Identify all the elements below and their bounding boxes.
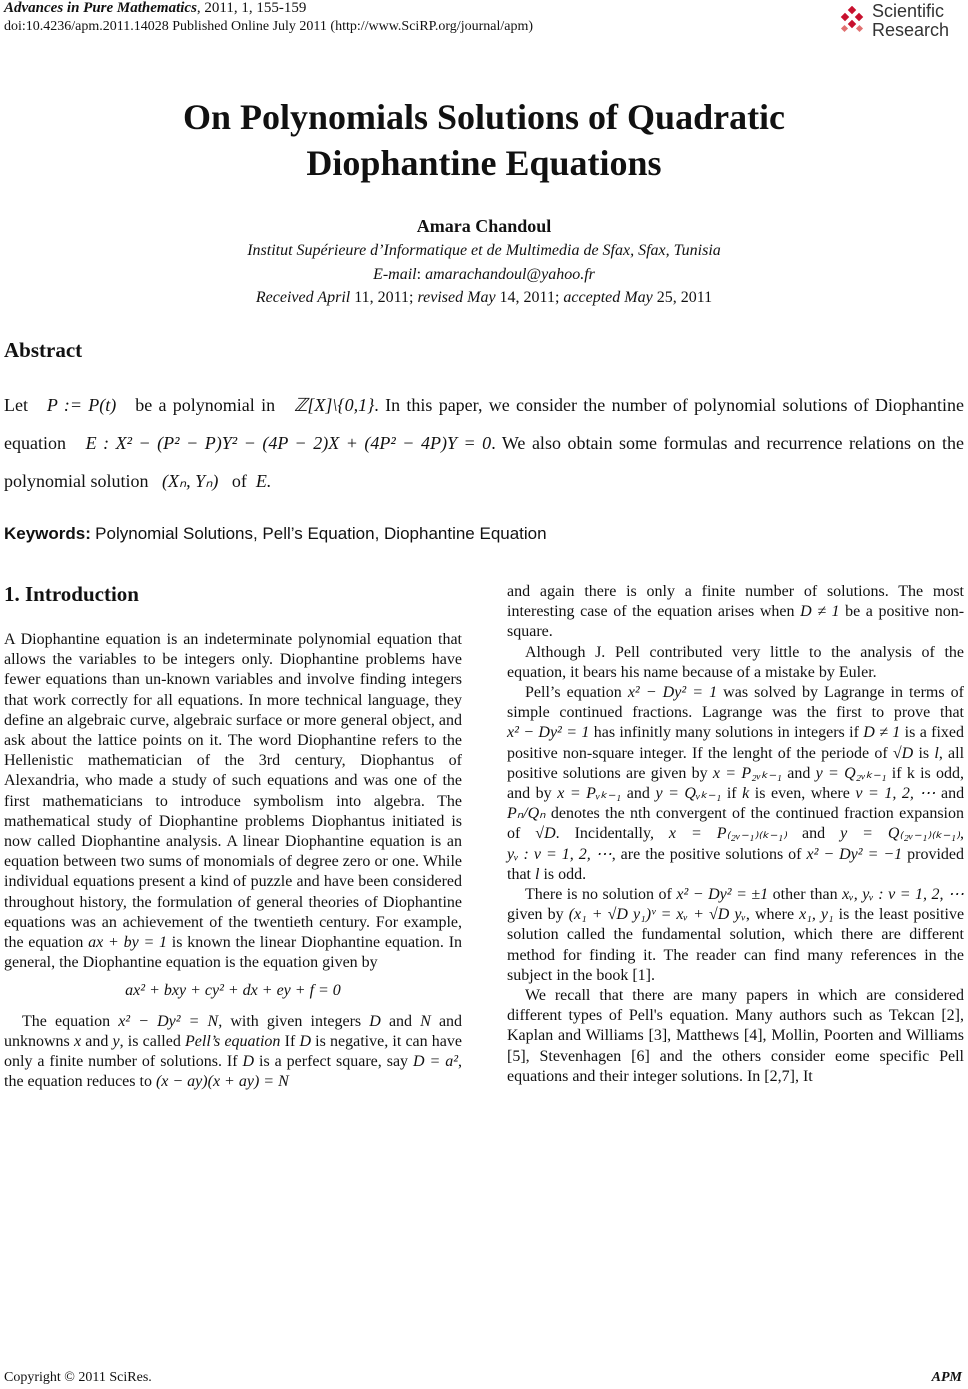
paragraph-text: and bbox=[626, 785, 650, 803]
inline-math: v = 1, 2, ⋯ bbox=[855, 785, 936, 803]
revised-date: 14, 2011; bbox=[499, 289, 560, 306]
intro-paragraph-7: We recall that there are many papers in which are considered different types of Pell's equation. Many authors such as Tekcan [2], Kaplan and Williams [3], Matthews [4], Mollin, Poorten and Williams [5], Stevenhagen [6] and the others consider eome specific Pell equations and their integer solutions. In [2,7], It bbox=[507, 987, 964, 1085]
paragraph-text: is the least positive solution called the fundamental solution, which there are different method for finding it. The reader can find many references in the subject in the book [1]. bbox=[507, 906, 965, 984]
inline-math: x² − Dy² = 1 bbox=[627, 684, 718, 702]
paragraph-text: other than bbox=[772, 886, 838, 904]
doi-line: doi:10.4236/apm.2011.14028 Published Online July 2011 (http://www.SciRP.org/journal/apm) bbox=[4, 19, 534, 34]
paragraph-text: , with given integers bbox=[218, 1012, 362, 1030]
paragraph-text: , bbox=[960, 825, 965, 843]
journal-name: Advances in Pure Mathematics bbox=[4, 0, 197, 16]
journal-issue: , 2011, 1, 155-159 bbox=[196, 0, 307, 16]
paragraph-text: . Incidentally, bbox=[555, 825, 654, 843]
inline-math: l bbox=[934, 744, 939, 762]
received-date: 11, 2011; bbox=[354, 289, 414, 306]
received-label: Received April bbox=[255, 289, 351, 306]
paragraph-text: , where bbox=[745, 906, 795, 924]
scirp-logo-icon bbox=[838, 6, 866, 34]
paragraph-text: is odd. bbox=[543, 865, 587, 883]
abstract-math: ℤ[X]\{0,1} bbox=[293, 395, 375, 415]
paragraph-text: A Diophantine equation is an indeterminate polynomial equation that allows the variables to be integers only. Diophantine problems have fewer equations than un-known variables and involve finding integers that work correctly for all equations. In more technical language, they define an algebraic curve, algebraic surface or more general object, and ask about the lattice points on it. The word Diophantine refers to the Hellenistic mathematician of the 3rd century, Diophantus of Alexandria, who made a study of such equations and was one of the first mathematicians to introduce symbolism into algebra. The mathematical study of Diophantine problems Diophantus initiated is now called Diophantine analysis. A linear Diophantine equation is an equation between two sums of monomials of degree zero or one. While individual equations present a kind of puzzle and have been considered throughout history, the formulation of general theories of Diophantine equations was an achievement of the twentieth century. For example, the equation bbox=[4, 631, 462, 952]
intro-paragraph-4: Although J. Pell contributed very little to the analysis of the equation, it bears his name because of a mistake by Euler. bbox=[507, 643, 964, 681]
author-name: Amara Chandoul bbox=[416, 216, 552, 236]
left-column bbox=[4, 630, 462, 1092]
keywords-list: Polynomial Solutions, Pell’s Equation, Diophantine Equation bbox=[95, 524, 547, 543]
inline-math: y = Qᵥₖ₋₁ bbox=[655, 785, 722, 803]
introduction-heading: 1. Introduction bbox=[4, 582, 139, 606]
paragraph-text: denotes the nth convergent of the continued fraction expansion of bbox=[507, 805, 965, 843]
dates-line bbox=[0, 289, 968, 307]
abstract-text-part: of bbox=[231, 471, 247, 491]
logo-text-line1: Scientific bbox=[872, 1, 945, 21]
paragraph-text: and again there is only a finite number of solutions. The most interesting case of the equation arises when bbox=[507, 583, 964, 621]
paragraph-text: , all positive solutions are given by bbox=[507, 744, 965, 782]
inline-math: x² − Dy² = N bbox=[118, 1012, 219, 1030]
inline-math: x = P₍₂ᵥ₋₁₎₍ₖ₋₁₎ bbox=[668, 825, 788, 843]
abstract-math: E : X² − (P² − P)Y² − (4P − 2)X + (4P² − 4P)Y = 0 bbox=[85, 433, 492, 453]
paragraph-text: is a fixed positive non-square integer. If the lenght of the periode of bbox=[507, 724, 965, 762]
journal-header bbox=[4, 0, 306, 17]
paragraph-text: The equation bbox=[22, 1012, 111, 1030]
inline-math: D ≠ 1 bbox=[800, 603, 840, 621]
email-address[interactable]: amarachandoul@yahoo.fr bbox=[425, 266, 595, 283]
paragraph-text: and bbox=[940, 785, 965, 803]
inline-math: Pₙ/Qₙ bbox=[507, 805, 546, 823]
intro-paragraph-6 bbox=[507, 885, 964, 986]
intro-paragraph-1 bbox=[4, 630, 462, 973]
paragraph-text: , is called bbox=[119, 1032, 181, 1050]
paragraph-text: , are the positive solutions of bbox=[611, 845, 802, 863]
abstract-text-part: Let bbox=[4, 395, 28, 415]
inline-math: y = Q₍₂ᵥ₋₁₎₍ₖ₋₁₎ bbox=[840, 825, 961, 843]
inline-math: D bbox=[242, 1053, 255, 1071]
revised-label: revised May bbox=[417, 289, 496, 306]
paragraph-text: and unknowns bbox=[4, 1012, 463, 1050]
abstract-text-part: . In this paper, we consider the number of polynomial solutions of Diophantine equation bbox=[4, 395, 965, 453]
inline-math: (x − ay)(x + ay) = N bbox=[155, 1073, 289, 1091]
inline-math: N bbox=[420, 1012, 431, 1030]
abstract-text-part: . We also obtain some formulas and recurrence relations on the polynomial solution bbox=[4, 433, 964, 491]
accepted-date: 25, 2011 bbox=[656, 289, 713, 306]
abstract-text-part: be a polynomial in bbox=[135, 395, 276, 415]
paragraph-text: is known the linear Diophantine equation. In general, the Diophantine equation is the equation given by bbox=[4, 934, 463, 972]
paragraph-text: and bbox=[802, 825, 826, 843]
keywords-label: Keywords: bbox=[4, 524, 91, 543]
affiliation: Institut Supérieure d’Informatique et de Multimedia de Sfax, Sfax, Tunisia bbox=[247, 242, 721, 259]
inline-math: ax + by = 1 bbox=[88, 934, 167, 952]
email-line: E-mail: amarachandoul@yahoo.fr bbox=[373, 266, 595, 283]
inline-math: x bbox=[73, 1032, 82, 1050]
inline-math: √D bbox=[892, 744, 914, 762]
abstract-math: E. bbox=[255, 471, 272, 491]
paragraph-text: and bbox=[85, 1032, 109, 1050]
inline-math: x² − Dy² = 1 bbox=[507, 724, 590, 742]
paragraph-text: If bbox=[284, 1032, 296, 1050]
intro-paragraph-3 bbox=[507, 582, 964, 643]
inline-math: x² − Dy² = −1 bbox=[806, 845, 903, 863]
inline-math: x² − Dy² = ±1 bbox=[676, 886, 769, 904]
inline-math: k bbox=[742, 785, 750, 803]
inline-math: D = a² bbox=[412, 1053, 459, 1071]
abstract-math: (Xₙ, Yₙ) bbox=[162, 471, 219, 491]
paragraph-text: and bbox=[388, 1012, 413, 1030]
email-label: E-mail bbox=[373, 266, 417, 283]
paragraph-text: is a perfect square, say bbox=[259, 1053, 409, 1071]
title-line-2: Diophantine Equations bbox=[306, 143, 662, 183]
journal-abbreviation: APM bbox=[931, 1370, 962, 1385]
paragraph-text: if k is odd, and by bbox=[507, 764, 965, 803]
inline-math: √D bbox=[535, 825, 556, 843]
inline-math: (x₁ + √D y₁)ᵛ = xᵥ + √D yᵥ bbox=[568, 906, 746, 924]
paragraph-text: has infinitly many solutions in integers if bbox=[593, 724, 859, 742]
paragraph-text: Pell’s equation bbox=[525, 684, 622, 702]
paragraph-text: , the equation reduces to bbox=[4, 1053, 463, 1091]
paragraph-text: is negative, it can have only a finite number of solutions. If bbox=[4, 1032, 463, 1071]
intro-paragraph-5 bbox=[507, 683, 964, 885]
paragraph-text: and bbox=[787, 764, 811, 782]
keywords bbox=[4, 524, 547, 544]
inline-math: x = Pᵥₖ₋₁ bbox=[557, 785, 622, 803]
inline-math: D bbox=[369, 1012, 381, 1030]
right-column bbox=[507, 582, 964, 1087]
inline-math: yᵥ : v = 1, 2, ⋯ bbox=[507, 845, 612, 863]
intro-paragraph-2 bbox=[4, 1012, 462, 1093]
inline-math: x = P₂ᵥₖ₋₁ bbox=[712, 764, 782, 782]
inline-math: D bbox=[299, 1032, 311, 1050]
inline-math: y bbox=[112, 1032, 120, 1050]
inline-math: y = Q₂ᵥₖ₋₁ bbox=[815, 764, 887, 782]
paper-title bbox=[0, 94, 968, 186]
accepted-label: accepted May bbox=[563, 289, 653, 306]
logo-text bbox=[872, 2, 949, 40]
display-equation: ax² + bxy + cy² + dx + ey + f = 0 bbox=[125, 982, 341, 1000]
abstract-math: P := P(t) bbox=[46, 395, 117, 415]
paragraph-text: given by bbox=[507, 906, 564, 924]
publisher-logo bbox=[838, 2, 962, 42]
paragraph-text: is even, where bbox=[754, 785, 850, 803]
abstract-heading: Abstract bbox=[4, 338, 83, 362]
inline-math: D ≠ 1 bbox=[863, 724, 901, 742]
inline-math: l bbox=[535, 865, 540, 883]
paragraph-text: be a positive non-square. bbox=[507, 603, 965, 641]
paragraph-text: Pell’s equation bbox=[185, 1032, 281, 1050]
title-line-1: On Polynomials Solutions of Quadratic bbox=[182, 97, 786, 137]
paragraph-text: is bbox=[918, 744, 930, 762]
paragraph-text: There is no solution of bbox=[525, 886, 672, 904]
paragraph-text: was solved by Lagrange in terms of simple continued fractions. Lagrange was the first to prove that bbox=[507, 684, 965, 722]
logo-text-line2: Research bbox=[872, 20, 950, 40]
inline-math: xᵥ, yᵥ : v = 1, 2, ⋯ bbox=[842, 886, 965, 904]
paragraph-text: if bbox=[726, 785, 737, 803]
copyright: Copyright © 2011 SciRes. bbox=[4, 1370, 152, 1385]
inline-math: x₁, y₁ bbox=[799, 906, 834, 924]
paragraph-text: provided that bbox=[507, 845, 965, 883]
abstract-text bbox=[4, 386, 964, 500]
